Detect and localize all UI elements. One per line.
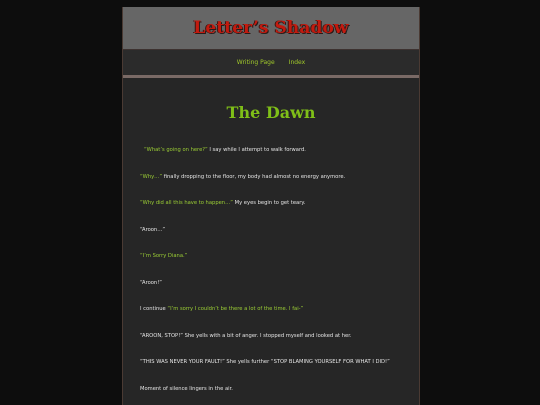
dialogue-quote: “I’m Sorry Diana.” <box>140 253 188 259</box>
paragraph <box>140 174 410 180</box>
dialogue-text: “Aroon!” <box>140 280 162 286</box>
paragraph <box>140 333 410 339</box>
chapter-title: The Dawn <box>226 103 316 122</box>
site-header <box>123 7 419 50</box>
dialogue-quote: “Why did all this have to happen…” <box>140 200 233 206</box>
paragraph <box>140 386 410 392</box>
site-title[interactable]: Letter’s Shadow <box>193 17 349 38</box>
dialogue-quote: “Why…” <box>140 174 163 180</box>
paragraph <box>140 359 410 365</box>
paragraph <box>140 306 410 312</box>
nav-index-link[interactable]: Index <box>288 59 306 66</box>
narration-text: Moment of silence lingers in the air. <box>140 386 233 392</box>
dialogue-text: “Aroon…” <box>140 227 166 233</box>
chapter-content <box>123 78 419 405</box>
narration-text: My eyes begin to get teary. <box>232 200 306 206</box>
paragraph <box>144 147 414 153</box>
page-container <box>122 7 420 405</box>
paragraph <box>140 227 410 233</box>
paragraph <box>140 253 410 259</box>
narration-text: “AROON, STOP!” She yells with a bit of anger. I stopped myself and looked at her. <box>140 333 352 339</box>
dialogue-quote: “I’m sorry I couldn’t be there a lot of the time. I fai-” <box>167 306 304 312</box>
narration-text: “THIS WAS NEVER YOUR FAULT!” She yells further “STOP BLAMING YOURSELF FOR WHAT I DID!” <box>140 359 390 365</box>
nav-writing-page-link[interactable]: Writing Page <box>236 59 275 66</box>
paragraph <box>140 200 410 206</box>
narration-text: I continue <box>140 306 168 312</box>
narration-text: finally dropping to the floor, my body had almost no energy anymore. <box>162 174 346 180</box>
paragraph <box>140 280 410 286</box>
main-nav <box>123 50 419 75</box>
dialogue-quote: “What’s going on here?” <box>144 147 208 153</box>
narration-text: I say while I attempt to walk forward. <box>207 147 306 153</box>
